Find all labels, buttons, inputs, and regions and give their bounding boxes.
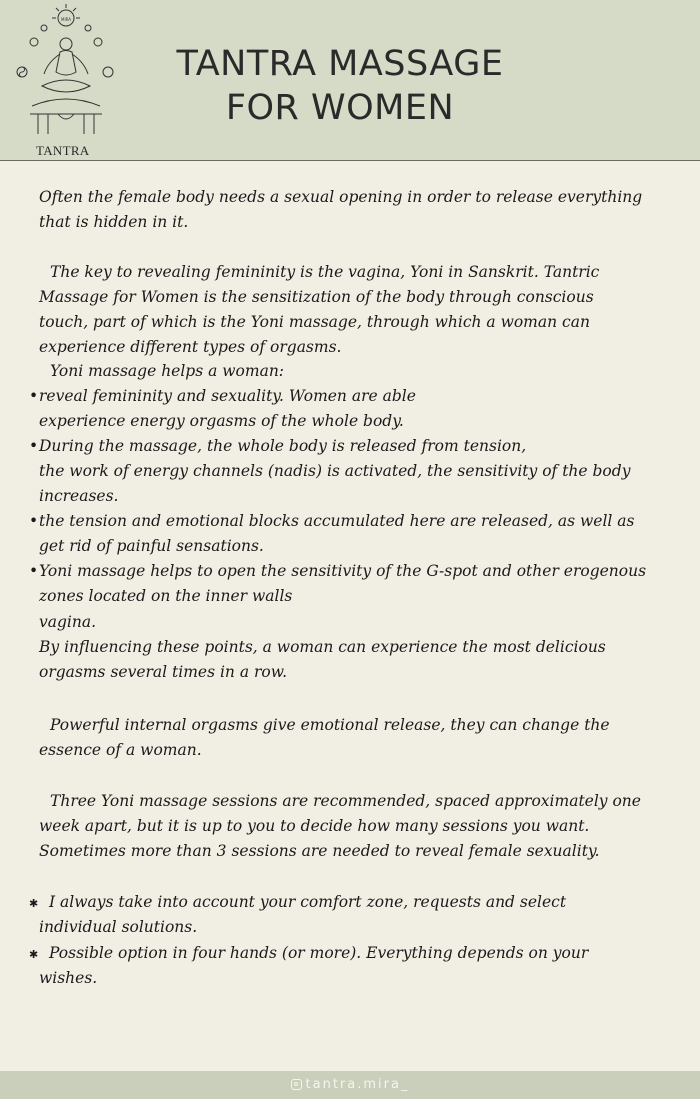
text-line: individual solutions.	[39, 918, 198, 936]
bullet-item: •Yoni massage helps to open the sensitivity of the G-spot and other erogenous	[29, 559, 646, 584]
logo-label: TANTRA	[36, 143, 90, 158]
star-icon: ✱	[29, 897, 39, 910]
text-line: touch, part of which is the Yoni massage, through which a woman can	[39, 313, 590, 331]
svg-text:MIRA: MIRA	[61, 17, 71, 22]
article-body	[0, 160, 700, 1070]
text-line: Sometimes more than 3 sessions are needed to reveal female sexuality.	[39, 842, 600, 860]
page-title	[140, 42, 540, 130]
text-line: that is hidden in it.	[39, 213, 189, 231]
text-line: experience energy orgasms of the whole body.	[39, 412, 404, 430]
bullet-item: •During the massage, the whole body is released from tension,	[29, 434, 526, 459]
text-line: increases.	[39, 487, 119, 505]
text-line: vagina.	[39, 613, 97, 631]
star-item: ✱ I always take into account your comfort zone, requests and select	[29, 890, 566, 916]
header-band	[0, 0, 700, 161]
text-line: essence of a woman.	[39, 741, 202, 759]
text-line: get rid of painful sensations.	[39, 537, 264, 555]
star-icon: ✱	[29, 948, 39, 961]
star-item: ✱ Possible option in four hands (or more). Everything depends on your	[29, 941, 588, 967]
text-line: wishes.	[39, 969, 98, 987]
text-line: By influencing these points, a woman can experience the most delicious	[39, 638, 606, 656]
text-line: Powerful internal orgasms give emotional release, they can change the	[50, 716, 610, 734]
text-line: The key to revealing femininity is the vagina, Yoni in Sanskrit. Tantric	[50, 263, 600, 281]
text-line: experience different types of orgasms.	[39, 338, 342, 356]
text-line: Three Yoni massage sessions are recommended, spaced approximately one	[50, 792, 641, 810]
bullet-dot-icon: •	[29, 387, 39, 405]
instagram-icon	[291, 1079, 302, 1090]
bullet-item: •reveal femininity and sexuality. Women are able	[29, 384, 416, 409]
bullet-dot-icon: •	[29, 562, 39, 580]
footer-band	[0, 1071, 700, 1099]
text-line: the work of energy channels (nadis) is activated, the sensitivity of the body	[39, 462, 631, 480]
bullet-dot-icon: •	[29, 437, 39, 455]
bullet-dot-icon: •	[29, 512, 39, 530]
text-line: Yoni massage helps a woman:	[50, 362, 285, 380]
instagram-handle[interactable]: tantra.mira_	[305, 1077, 410, 1092]
text-line: Massage for Women is the sensitization of the body through conscious	[39, 288, 594, 306]
bullet-item: •the tension and emotional blocks accumulated here are released, as well as	[29, 509, 635, 534]
meditating-figure-logo	[8, 2, 120, 158]
text-line: week apart, but it is up to you to decide how many sessions you want.	[39, 817, 590, 835]
text-line: orgasms several times in a row.	[39, 663, 288, 681]
title-line-1: TANTRA MASSAGE	[176, 44, 504, 84]
title-line-2: FOR WOMEN	[225, 88, 455, 128]
text-line: Often the female body needs a sexual opening in order to release everything	[39, 188, 643, 206]
text-line: zones located on the inner walls	[39, 587, 293, 605]
